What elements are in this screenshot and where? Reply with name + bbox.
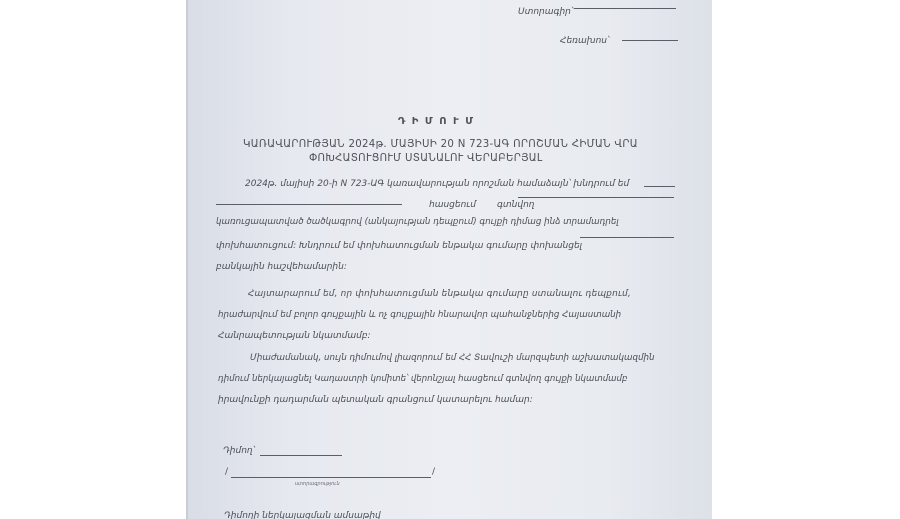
signature-label: Ստորագիր՝ [518, 7, 573, 17]
blank-line-4 [580, 237, 674, 238]
blank-line-2 [216, 204, 402, 205]
blank-line-1 [644, 186, 675, 187]
body-p2-line3: Հանրապետության նկատմամբ: [218, 331, 371, 341]
phone-label: Հեռախոս՝ [560, 36, 610, 46]
blank-line-3 [518, 197, 674, 198]
body-p1-line1: 2024թ. մայիսի 20-ի N 723-ԱԳ կառավարության որոշման համաձայն՝ խնդրում եմ [245, 179, 630, 189]
document-page [188, 0, 712, 519]
body-p2-line1: Հայտարարում եմ, որ փոխհատուցման ենթակա գումարը ստանալու դեպքում, [248, 289, 631, 299]
signature-close-bracket: / [432, 467, 436, 477]
submission-date-label: Դիմողի ներկայացման ամսաթիվ [224, 511, 381, 519]
body-p1-located: գտնվող [497, 200, 535, 210]
body-p3-line3: իրավունքի դադարման պետական գրանցում կատարելու համար: [218, 395, 533, 405]
title-line-1: ԿԱՌԱՎԱՐՈՒԹՅԱՆ 2024թ. ՄԱՅԻՍԻ 20 N 723-ԱԳ ՈՐՈՇՄԱՆ ՀԻՄԱՆ ՎՐԱ [243, 139, 638, 150]
body-p1-line3: կառուցապատված ծածկագրով (անկայության դեպքում) գույքի դիմաց ինձ տրամադրել [216, 217, 619, 227]
body-p1-line4: փոխհատուցում: Խնդրում եմ փոխհատուցման ենթակա գումարը փոխանցել [216, 241, 583, 251]
body-p3-line1: Միաժամանակ, սույն դիմումով լիազորում եմ ՀՀ Տավուշի մարզպետի աշխատակազմին [250, 353, 655, 363]
body-p1-line5: բանկային հաշվեհամարին: [216, 262, 347, 272]
signature-line [574, 8, 676, 9]
applicant-line [260, 455, 342, 456]
phone-line [622, 40, 678, 41]
title-line-2: ՓՈԽՀԱՏՈՒՑՈՒՄ ՍՏԱՆԱԼՈՒ ՎԵՐԱԲԵՐՅԱԼ [309, 153, 543, 164]
signature-open-bracket: / [225, 467, 229, 477]
body-p2-line2: հրաժարվում եմ բոլոր գույքային և ոչ գույքային հնարավոր պահանջներից Հայաստանի [218, 310, 622, 320]
signature-caption: ստորագրություն [295, 481, 340, 487]
body-p1-address: հասցեում [429, 200, 476, 210]
document-heading: Դ Ի Մ Ո Ւ Մ [398, 116, 475, 127]
signature-full-line [231, 477, 431, 478]
applicant-label: Դիմող՝ [223, 446, 255, 456]
body-p3-line2: դիմում ներկայացնել Կադաստրի կոմիտե՝ վերոնշյալ հասցեում գտնվող գույքի նկատմամբ [218, 374, 628, 384]
